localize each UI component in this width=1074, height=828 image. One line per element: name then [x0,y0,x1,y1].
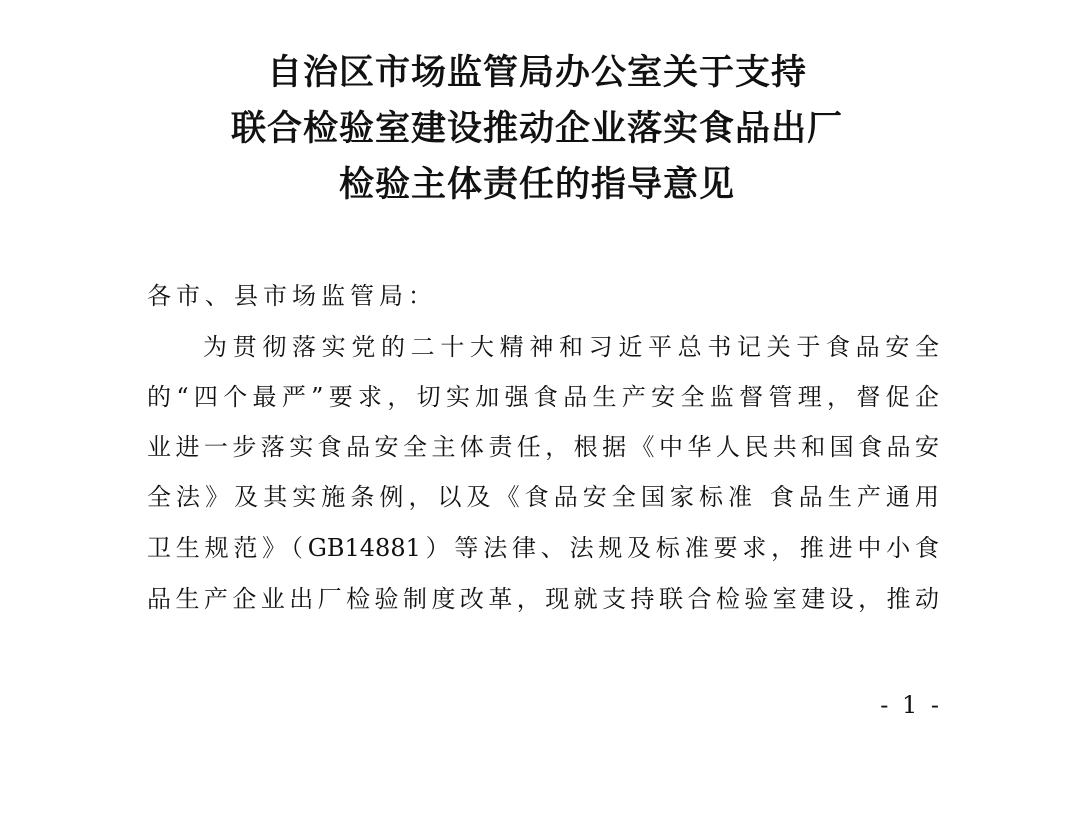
body-line-1: 为贯彻落实党的二十大精神和习近平总书记关于食品安全 [203,333,939,361]
body-line-4: 全法》及其实施条例，以及《食品安全国家标准 食品生产通用 [147,483,939,511]
body-line-6: 品生产企业出厂检验制度改革，现就支持联合检验室建设，推动 [147,585,939,613]
document-title-line-2: 联合检验室建设推动企业落实食品出厂 [230,108,843,149]
salutation: 各市、县市场监管局： [147,282,437,310]
page-number: - 1 - [880,691,942,719]
body-line-3: 业进一步落实食品安全主体责任，根据《中华人民共和国食品安 [147,433,939,461]
body-line-2: 的“四个最严”要求，切实加强食品生产安全监督管理，督促企 [147,383,939,411]
document-title-line-1: 自治区市场监管局办公室关于支持 [266,52,807,93]
body-line-5: 卫生规范》（GB14881）等法律、法规及标准要求，推进中小食 [147,534,939,562]
document-title-line-3: 检验主体责任的指导意见 [338,164,735,205]
